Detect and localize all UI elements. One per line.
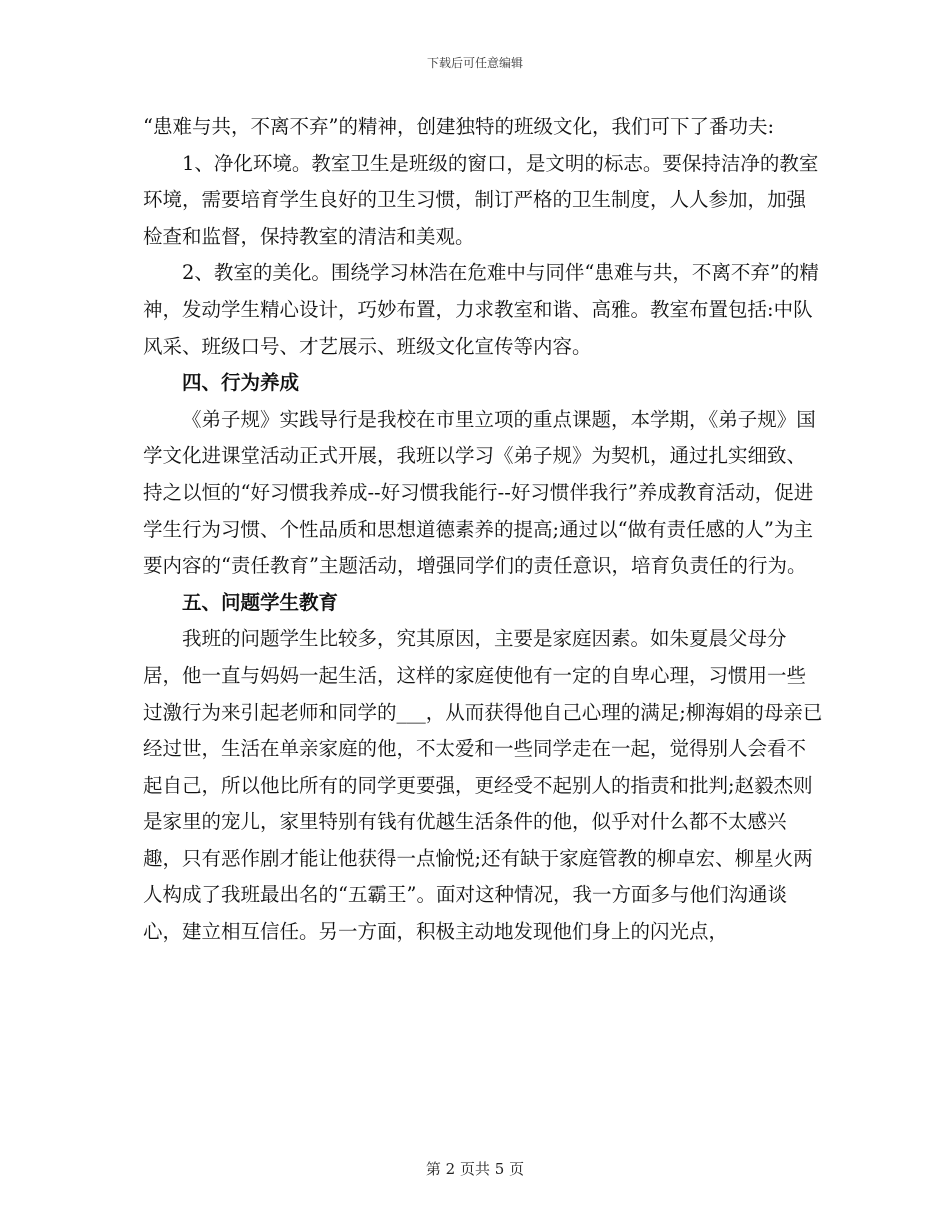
section-heading-problem-students: 五、问题学生教育 <box>182 590 339 614</box>
body-text <box>143 109 823 951</box>
paragraph-behavior: 《弟子规》实践导行是我校在市里立项的重点课题，本学期，《弟子规》国学文化进课堂活动正式开展，我班以学习《弟子规》为契机，通过扎实细致、持之以恒的“好习惯我养成--好习惯我能行--好习惯伴我行”养成教育活动，促进学生行为习惯、个性品质和思想道德素养的提高;通过以“做有责任感的人”为主要内容的“责任教育”主题活动，增强同学们的责任意识，培育负责任的行为。 <box>143 407 816 578</box>
page-footer: 第 2 页共 5 页 <box>425 1160 525 1178</box>
paragraph-classroom-decoration: 2、教室的美化。围绕学习林浩在危难中与同伴“患难与共，不离不弃”的精神，发动学生精心设计，巧妙布置，力求教室和谐、高雅。教室布置包括:中队风采、班级口号、才艺展示、班级文化宣传等内容。 <box>143 261 819 358</box>
section-heading-behavior: 四、行为养成 <box>182 371 300 395</box>
paragraph-clean-environment: 1、净化环境。教室卫生是班级的窗口，是文明的标志。要保持洁净的教室环境，需要培育学生良好的卫生习惯，制订严格的卫生制度，人人参加，加强检查和监督，保持教室的清洁和美观。 <box>143 151 819 248</box>
page-header: 下载后可任意编辑 <box>426 56 523 70</box>
paragraph-problem-students: 我班的问题学生比较多，究其原因，主要是家庭因素。如朱夏晨父母分居，他一直与妈妈一起生活，这样的家庭使他有一定的自卑心理，习惯用一些过激行为来引起老师和同学的___，从而获得他自己心理的满足;柳海娟的母亲已经过世，生活在单亲家庭的他，不太爱和一些同学走在一起，觉得别人会看不起自己，所以他比所有的同学更要强，更经受不起别人的指责和批判;赵毅杰则是家里的宠儿，家里特别有钱有优越生活条件的他，似乎对什么都不太感兴趣，只有恶作剧才能让他获得一点愉悦;还有缺于家庭管教的柳卓宏、柳星火两人构成了我班最出名的“五霸王”。面对这种情况，我一方面多与他们沟通谈心，建立相互信任。另一方面，积极主动地发现他们身上的闪光点， <box>143 627 823 944</box>
paragraph-intro: “患难与共，不离不弃”的精神，创建独特的班级文化，我们可下了番功夫: <box>143 115 775 138</box>
